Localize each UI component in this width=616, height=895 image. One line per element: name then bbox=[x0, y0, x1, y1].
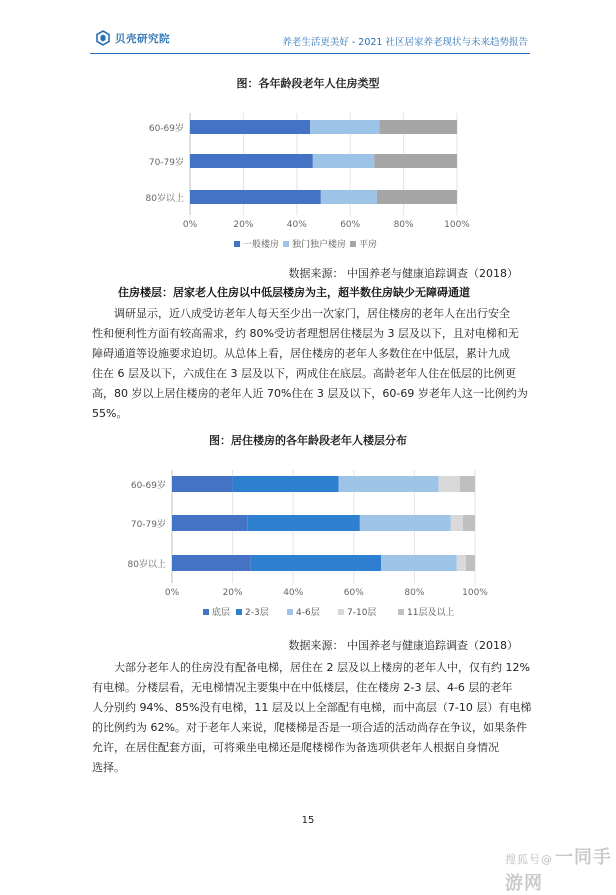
bar-segment bbox=[360, 515, 451, 531]
watermark-main: 一同手游网 bbox=[505, 847, 612, 894]
x-tick-label: 60% bbox=[340, 220, 361, 230]
legend-swatch bbox=[236, 609, 242, 615]
bar-segment bbox=[466, 555, 475, 571]
x-tick-label: 80% bbox=[404, 588, 425, 598]
paragraph-line: 住在 6 层及以下，六成住在 3 层及以下，两成住在底层。高龄老年人住在低层的比例更 bbox=[92, 367, 516, 380]
paragraph-line: 性和便利性方面有较高需求，约 80%受访者理想居住楼层为 3 层及以下，且对电梯和无 bbox=[92, 327, 519, 340]
paragraph-2 bbox=[92, 658, 532, 778]
legend-label: 独门独户楼房 bbox=[292, 240, 347, 250]
watermark-prefix: 搜狐号@ bbox=[505, 853, 553, 866]
legend-label: 一般楼房 bbox=[243, 240, 280, 250]
x-tick-label: 80% bbox=[393, 220, 414, 230]
x-tick-label: 0% bbox=[182, 220, 198, 230]
figure2-title: 图：居住楼房的各年龄段老年人楼层分布 bbox=[209, 434, 407, 447]
legend-label: 11层及以上 bbox=[407, 608, 455, 618]
x-tick-label: 60% bbox=[343, 588, 364, 598]
x-tick-label: 40% bbox=[283, 588, 304, 598]
category-label: 70-79岁 bbox=[148, 158, 184, 168]
bar-segment bbox=[380, 120, 457, 134]
legend-swatch bbox=[287, 609, 293, 615]
bar-segment bbox=[233, 476, 339, 492]
brand-logo bbox=[95, 30, 170, 46]
legend-label: 平房 bbox=[359, 240, 378, 250]
paragraph-line: 大部分老年人的住房没有配备电梯，居住在 2 层及以上楼房的老年人中，仅有约 12% bbox=[114, 661, 530, 674]
bar-segment bbox=[381, 555, 457, 571]
paragraph-line: 有电梯。分楼层看，无电梯情况主要集中在中低楼层，住在楼房 2-3 层、4-6 层的老年 bbox=[92, 681, 513, 694]
paragraph-line: 的比例约为 62%。对于老年人来说，爬楼梯是否是一项合适的活动尚存在争议，如果条件 bbox=[92, 721, 527, 734]
paragraph-line: 人分别约 94%、85%没有电梯，11 层及以上全部配有电梯，而中高层（7-10 层）有电梯 bbox=[92, 701, 532, 714]
paragraph-line: 选择。 bbox=[92, 761, 125, 774]
paragraph-line: 调研显示，近八成受访老年人每天至少出一次家门，居住楼房的老年人在出行安全 bbox=[114, 307, 510, 320]
header-divider bbox=[90, 53, 530, 54]
x-tick-label: 20% bbox=[222, 588, 243, 598]
category-label: 70-79岁 bbox=[130, 520, 166, 530]
x-tick-label: 100% bbox=[444, 220, 470, 230]
legend-swatch bbox=[398, 609, 404, 615]
x-tick-label: 100% bbox=[462, 588, 488, 598]
page-header bbox=[0, 0, 616, 64]
legend-label: 2-3层 bbox=[245, 608, 269, 618]
category-label: 60-69岁 bbox=[130, 481, 166, 491]
x-tick-label: 40% bbox=[286, 220, 307, 230]
paragraph-line: 允许，在居住配套方面，可将乘坐电梯还是爬楼梯作为备选项供老年人根据自身情况 bbox=[92, 741, 499, 754]
bar-segment bbox=[321, 190, 377, 204]
bar-segment bbox=[172, 476, 233, 492]
figure1-title: 图：各年龄段老年人住房类型 bbox=[236, 77, 380, 90]
bar-segment bbox=[172, 555, 251, 571]
figure2-source: 数据来源： 中国养老与健康追踪调查（2018） bbox=[288, 639, 518, 652]
figure2-chart bbox=[0, 458, 616, 633]
legend-swatch bbox=[203, 609, 209, 615]
legend-label: 4-6层 bbox=[296, 608, 320, 618]
bar-segment bbox=[248, 515, 360, 531]
paragraph-line: 55%。 bbox=[92, 407, 128, 420]
bar-segment bbox=[460, 476, 475, 492]
bar-segment bbox=[457, 555, 466, 571]
bar-segment bbox=[190, 154, 313, 168]
category-label: 80岁以上 bbox=[145, 194, 184, 204]
bar-segment bbox=[463, 515, 475, 531]
bar-segment bbox=[339, 476, 439, 492]
paragraph-line: 高，80 岁以上居住楼房的老年人近 70%住在 3 层及以下，60-69 岁老年人这一比例约为 bbox=[92, 387, 528, 400]
logo-text: 贝壳研究院 bbox=[115, 32, 170, 45]
watermark bbox=[505, 843, 616, 895]
bar-segment bbox=[310, 120, 379, 134]
x-tick-label: 0% bbox=[164, 588, 180, 598]
legend-swatch bbox=[234, 241, 240, 247]
legend-label: 7-10层 bbox=[347, 608, 377, 618]
category-label: 80岁以上 bbox=[127, 560, 166, 570]
x-tick-label: 20% bbox=[233, 220, 254, 230]
bar-segment bbox=[374, 154, 457, 168]
bar-segment bbox=[172, 515, 248, 531]
legend-swatch bbox=[338, 609, 344, 615]
paragraph-1 bbox=[92, 304, 528, 424]
report-title: 养老生活更美好 - 2021 社区居家养老现状与未来趋势报告 bbox=[282, 37, 528, 48]
page-number: 15 bbox=[301, 815, 315, 826]
bar-segment bbox=[251, 555, 381, 571]
bar-segment bbox=[377, 190, 457, 204]
bar-segment bbox=[313, 154, 374, 168]
section-heading: 住房楼层：居家老人住房以中低层楼房为主，超半数住房缺少无障碍通道 bbox=[118, 286, 470, 299]
bar-segment bbox=[190, 120, 310, 134]
shell-logo-icon bbox=[95, 30, 111, 46]
figure1-source: 数据来源： 中国养老与健康追踪调查（2018） bbox=[288, 267, 518, 280]
figure1-chart bbox=[0, 100, 616, 270]
legend-swatch bbox=[283, 241, 289, 247]
legend-label: 底层 bbox=[212, 608, 231, 618]
paragraph-line: 障碍通道等设施要求迫切。从总体上看，居住楼房的老年人多数住在中低层，累计九成 bbox=[92, 347, 510, 360]
legend-swatch bbox=[350, 241, 356, 247]
bar-segment bbox=[451, 515, 463, 531]
bar-segment bbox=[439, 476, 460, 492]
category-label: 60-69岁 bbox=[148, 124, 184, 134]
bar-segment bbox=[190, 190, 321, 204]
